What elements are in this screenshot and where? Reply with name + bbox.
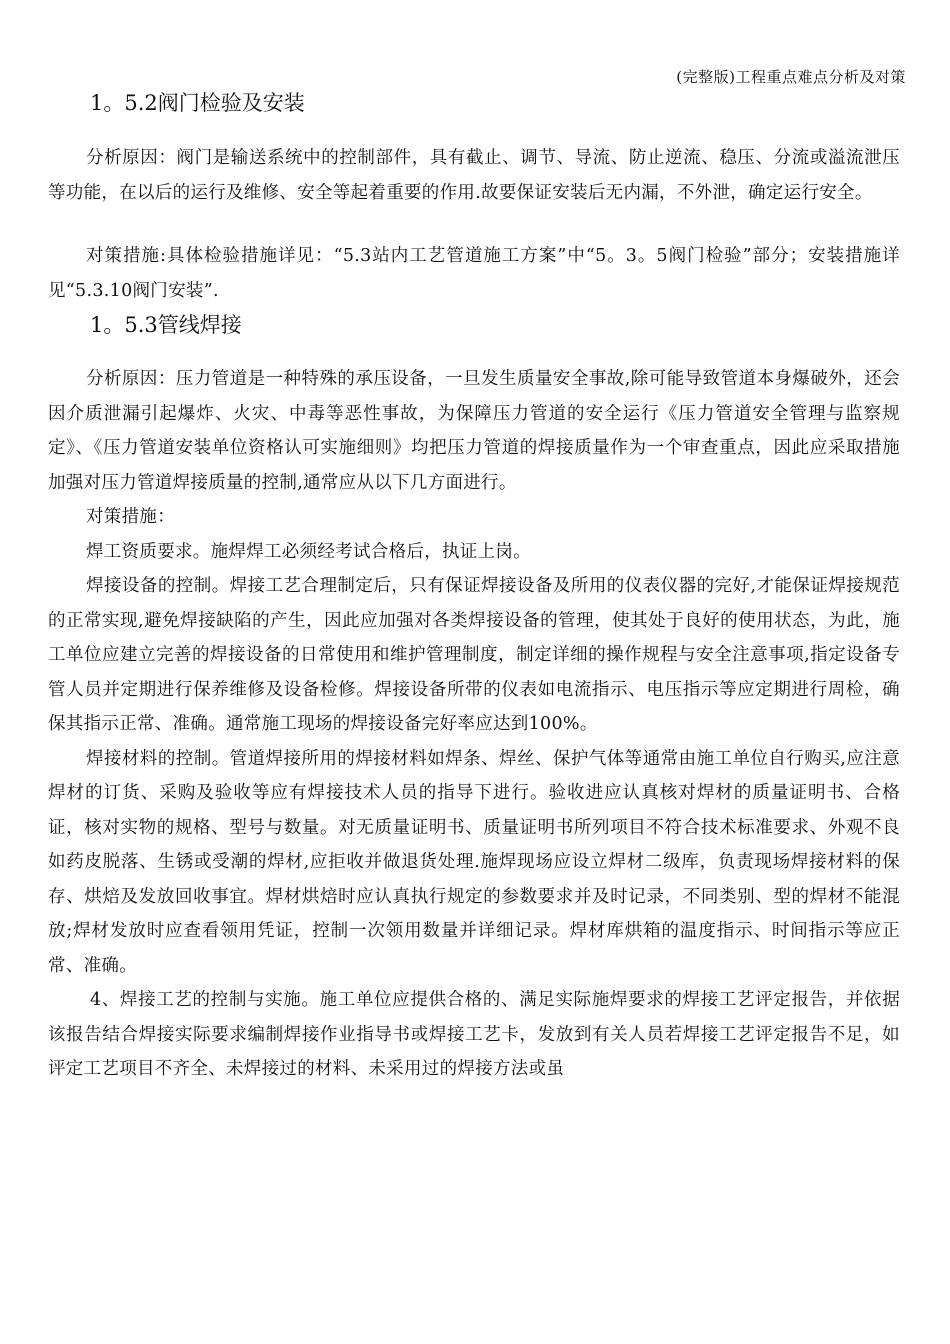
welding-measures-label: 对策措施： [86, 507, 175, 527]
welder-qualification-paragraph: 焊工资质要求。施焊焊工必须经考试合格后，执证上岗。 [86, 541, 531, 562]
running-header: (完整版)工程重点难点分析及对策 [676, 68, 906, 86]
welding-material-paragraph: 焊接材料的控制。管道焊接所用的焊接材料如焊条、焊丝、保护气体等通常由施工单位自行购买,应注意焊材的订货、采购及验收等应有焊接技术人员的指导下进行。验收进应认真核对焊材的质量证明书、合格证，核对实物的规格、型号与数量。对无质量证明书、质量证明书所列项目不符合技术标准要求、外观不良如药皮脱落、生锈或受潮的焊材,应拒收并做退货处理.施焊现场应设立焊材二级库，负责现场焊接材料的保存、烘焙及发放回收事宜。焊材烘焙时应认真执行规定的参数要求并及时记录，不同类别、型的焊材不能混放;焊材发放时应查看领用凭证，控制一次领用数量并详细记录。焊材库烘箱的温度指示、时间指示等应正常、准确。 [48, 748, 900, 976]
valve-analysis-paragraph: 分析原因：阀门是输送系统中的控制部件，具有截止、调节、导流、防止逆流、稳压、分流或溢流泄压等功能，在以后的运行及维修、安全等起着重要的作用.故要保证安装后无内漏，不外泄，确定运行安全。 [48, 148, 900, 203]
welding-equipment-paragraph: 焊接设备的控制。焊接工艺合理制定后，只有保证焊接设备及所用的仪表仪器的完好,才能保证焊接规范的正常实现,避免焊接缺陷的产生，因此应加强对各类焊接设备的管理，使其处于良好的使用状态，为此，施工单位应建立完善的焊接设备的日常使用和维护管理制度，制定详细的操作规程与安全注意事项,指定设备专管人员并定期进行保养维修及设备检修。焊接设备所带的仪表如电流指示、电压指示等应定期进行周检，确保其指示正常、准确。通常施工现场的焊接设备完好率应达到100%。 [48, 576, 900, 734]
welding-analysis-paragraph: 分析原因：压力管道是一种特殊的承压设备，一旦发生质量安全事故,除可能导致管道本身爆破外，还会因介质泄漏引起爆炸、火灾、中毒等恶性事故，为保障压力管道的安全运行《压力管道安全管理与监察规定》、《压力管道安装单位资格认可实施细则》均把压力管道的焊接质量作为一个审查重点，因此应采取措施加强对压力管道焊接质量的控制,通常应从以下几方面进行。 [48, 369, 900, 493]
section-heading-valve: 1。5.2阀门检验及安装 [90, 91, 305, 115]
section-heading-welding: 1。5.3管线焊接 [90, 313, 242, 337]
welding-process-paragraph: 4、焊接工艺的控制与实施。施工单位应提供合格的、满足实际施焊要求的焊接工艺评定报告，并依据该报告结合焊接实际要求编制焊接作业指导书或焊接工艺卡，发放到有关人员若焊接工艺评定报告不足，如评定工艺项目不齐全、未焊接过的材料、未采用过的焊接方法或虽 [48, 990, 900, 1079]
valve-measures-paragraph: 对策措施:具体检验措施详见：“5.3站内工艺管道施工方案”中“5。3。5阀门检验”部分；安装措施详见“5.3.10阀门安装”. [48, 246, 900, 301]
document-body [48, 88, 900, 1087]
